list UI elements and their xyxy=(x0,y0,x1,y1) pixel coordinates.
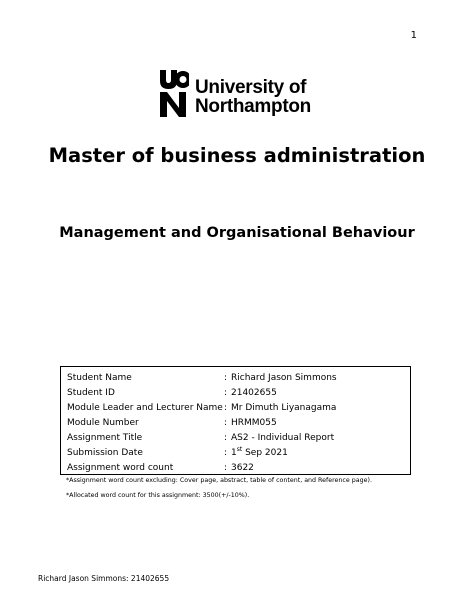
detail-label: Module Number xyxy=(67,418,139,428)
detail-row-submission-date xyxy=(61,446,410,461)
detail-colon: : xyxy=(224,373,228,383)
logo-line-2: Northampton xyxy=(195,96,311,117)
detail-row-student-id xyxy=(61,386,410,401)
detail-value xyxy=(231,446,288,461)
detail-value: Mr Dimuth Liyanagama xyxy=(231,403,337,413)
detail-colon: : xyxy=(224,448,228,458)
detail-row-module-leader xyxy=(61,401,410,416)
detail-label: Student Name xyxy=(67,373,132,383)
uon-logo-mark xyxy=(159,68,189,118)
detail-label: Assignment Title xyxy=(67,433,143,443)
detail-value: 21402655 xyxy=(231,388,277,398)
document-subtitle: Management and Organisational Behaviour xyxy=(59,225,415,241)
detail-label: Submission Date xyxy=(67,448,143,458)
detail-row-module-number xyxy=(61,416,410,431)
date-day: 1 xyxy=(231,448,237,458)
detail-colon: : xyxy=(224,403,228,413)
detail-colon: : xyxy=(224,463,228,473)
document-title: Master of business administration xyxy=(48,144,426,167)
detail-label: Module Leader and Lecturer Name xyxy=(67,403,223,413)
date-rest: Sep 2021 xyxy=(242,448,288,458)
detail-row-word-count xyxy=(61,461,410,476)
detail-value: HRMM055 xyxy=(231,418,277,428)
date-ordinal: st xyxy=(236,446,243,453)
university-logo xyxy=(159,68,329,122)
page-number: 1 xyxy=(410,30,417,41)
detail-colon: : xyxy=(224,433,228,443)
detail-colon: : xyxy=(224,418,228,428)
logo-line-1: University of xyxy=(195,77,307,98)
detail-label: Student ID xyxy=(67,388,115,398)
detail-row-assignment-title xyxy=(61,431,410,446)
detail-label: Assignment word count xyxy=(67,463,174,473)
word-count-note: *Assignment word count excluding: Cover page, abstract, table of content, and Reference page). xyxy=(66,477,372,484)
allocated-count-note: *Allocated word count for this assignment: 3500(+/-10%). xyxy=(66,492,250,499)
detail-value: 3622 xyxy=(231,463,254,473)
detail-value: AS2 - Individual Report xyxy=(231,433,335,443)
detail-row-student-name xyxy=(61,371,410,386)
page-footer: Richard Jason Simmons: 21402655 xyxy=(38,574,170,583)
student-details-box xyxy=(60,366,411,475)
detail-value: Richard Jason Simmons xyxy=(231,373,337,383)
detail-colon: : xyxy=(224,388,228,398)
